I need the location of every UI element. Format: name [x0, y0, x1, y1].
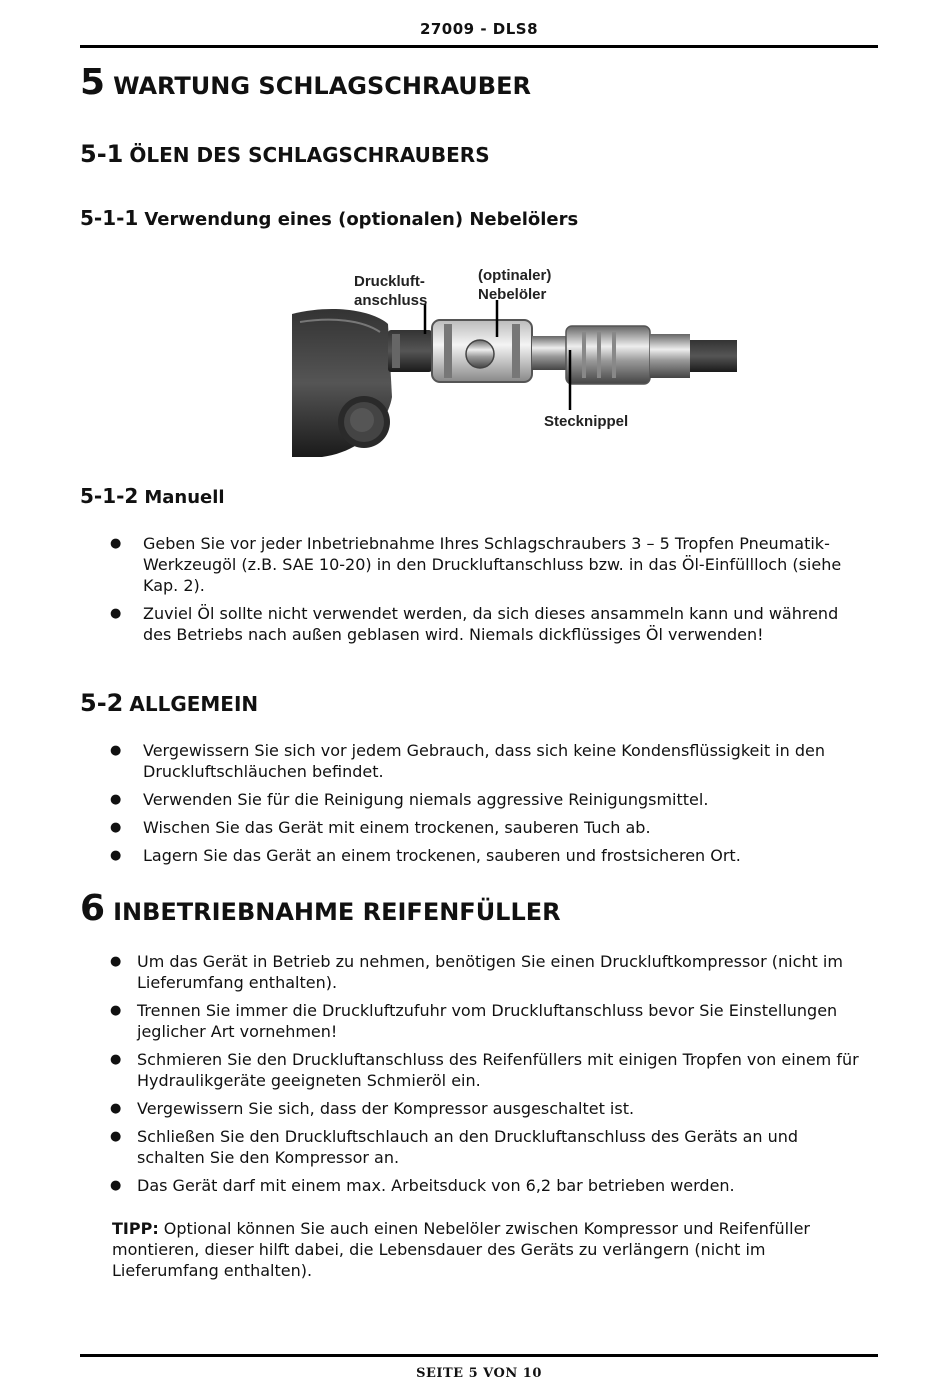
list-inbetriebnahme: [110, 951, 870, 1203]
list-item: ● Schmieren Sie den Druckluftanschluss des Reifenfüllers mit einigen Tropfen von einem für Hydraulikgeräte geeigneten Schmieröl ein.: [110, 1049, 870, 1091]
section-title: WARTUNG SCHLAGSCHRAUBER: [113, 72, 531, 100]
label-druckluftanschluss: Druckluft- anschluss: [354, 273, 428, 309]
section-title: Verwendung eines (optionalen) Nebelölers: [144, 209, 579, 230]
section-number: 5-2: [80, 689, 124, 717]
list-item: ● Trennen Sie immer die Druckluftzufuhr vom Druckluftanschluss bevor Sie Einstellungen jeglicher Art vornehmen!: [110, 1000, 870, 1042]
list-item: ● Geben Sie vor jeder Inbetriebnahme Ihres Schlagschraubers 3 – 5 Tropfen Pneumatik-Werkzeugöl (z.B. SAE 10-20) in den Druckluftanschluss bzw. in das Öl-Einfüllloch (siehe Kap. 2).: [110, 533, 870, 596]
section-title: INBETRIEBNAHME REIFENFÜLLER: [113, 898, 561, 926]
header-doc-id: 27009 - DLS8: [419, 20, 539, 38]
heading-section-5-1-2: [80, 484, 225, 508]
footer-rule: [80, 1354, 878, 1357]
section-number: 5-1-2: [80, 484, 139, 508]
header-rule: [80, 45, 878, 48]
section-title: ÖLEN DES SCHLAGSCHRAUBERS: [129, 143, 490, 167]
figure-nebeloeler: [292, 262, 737, 462]
hose: [690, 340, 737, 372]
heading-section-5: [80, 62, 531, 103]
heading-section-5-2: [80, 689, 258, 717]
section-title: ALLGEMEIN: [129, 692, 259, 716]
heading-section-5-1: [80, 140, 490, 168]
section-number: 6: [80, 888, 106, 929]
tool-knob: [338, 396, 390, 448]
list-item: ● Wischen Sie das Gerät mit einem trockenen, sauberen Tuch ab.: [110, 817, 870, 838]
list-item: ● Vergewissern Sie sich, dass der Kompressor ausgeschaltet ist.: [110, 1098, 870, 1119]
label-nebeloeler: (optinaler) Nebelöler: [478, 267, 552, 303]
section-number: 5-1: [80, 140, 124, 168]
tipp-label: TIPP:: [112, 1219, 159, 1238]
list-item: ● Schließen Sie den Druckluftschlauch an den Druckluftanschluss des Geräts an und schalten Sie den Kompressor an.: [110, 1126, 870, 1168]
tipp-paragraph: [112, 1218, 872, 1281]
tipp-text: Optional können Sie auch einen Nebelöler zwischen Kompressor und Reifenfüller montieren, dieser hilft dabei, die Lebensdauer des Geräts zu verlängern (nicht im Lieferumfang enthalten).: [112, 1219, 810, 1280]
list-allgemein: [110, 740, 870, 873]
list-item: ● Zuviel Öl sollte nicht verwendet werden, da sich dieses ansammeln kann und während des Betriebs nach außen geblasen wird. Niemals dickflüssiges Öl verwenden!: [110, 603, 870, 645]
coupler: [566, 326, 650, 384]
section-number: 5: [80, 62, 106, 103]
list-item: ● Vergewissern Sie sich vor jedem Gebrauch, dass sich keine Kondensflüssigkeit in den Druckluftschläuchen befindet.: [110, 740, 870, 782]
list-item: ● Das Gerät darf mit einem max. Arbeitsduck von 6,2 bar betrieben werden.: [110, 1175, 870, 1196]
list-manuell: [110, 533, 870, 652]
heading-section-5-1-1: [80, 206, 578, 230]
label-stecknippel: Stecknippel: [544, 413, 629, 430]
list-item: ● Lagern Sie das Gerät an einem trockenen, sauberen und frostsicheren Ort.: [110, 845, 870, 866]
heading-section-6: [80, 888, 561, 929]
footer-page-number: SEITE 5 VON 10: [416, 1366, 542, 1381]
list-item: ● Um das Gerät in Betrieb zu nehmen, benötigen Sie einen Druckluftkompressor (nicht im Lieferumfang enthalten).: [110, 951, 870, 993]
list-item: ● Verwenden Sie für die Reinigung niemals aggressive Reinigungsmittel.: [110, 789, 870, 810]
section-title: Manuell: [144, 487, 225, 508]
section-number: 5-1-1: [80, 206, 139, 230]
